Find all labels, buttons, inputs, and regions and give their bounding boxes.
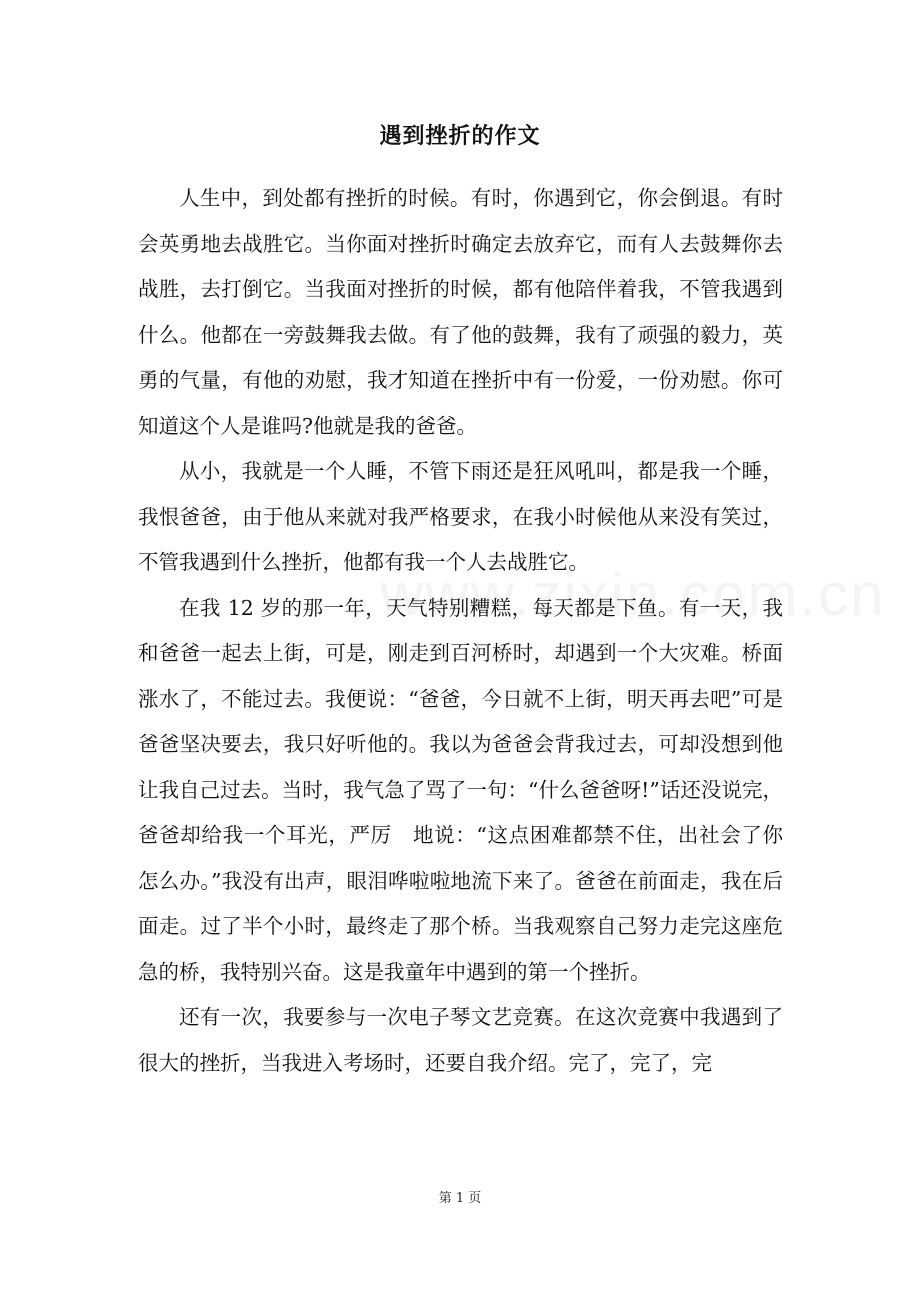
document-body [138, 176, 783, 1086]
paragraph: 在我 12 岁的那一年，天气特别糟糕，每天都是下鱼。有一天，我和爸爸一起去上街，可是，刚走到百河桥时，却遇到一个大灾难。桥面涨水了，不能过去。我便说：“爸爸，今日就不上街，明天再去吧”可是爸爸坚决要去，我只好听他的。我以为爸爸会背我过去，可却没想到他让我自己过去。当时，我气急了骂了一句：“什么爸爸呀!”话还没说完，爸爸却给我一个耳光，严厉 地说：“这点困难都禁不住，出社会了你怎么办。”我没有出声，眼泪哗啦啦地流下来了。爸爸在前面走，我在后面走。过了半个小时，最终走了那个桥。当我观察自己努力走完这座危急的桥，我特别兴奋。这是我童年中遇到的第一个挫折。 [138, 595, 783, 984]
document-title: 遇到挫折的作文 [379, 123, 541, 149]
paragraph: 还有一次，我要参与一次电子琴文艺竞赛。在这次竞赛中我遇到了很大的挫折，当我进入考场时，还要自我介绍。完了，完了，完 [138, 1005, 783, 1075]
paragraph: 从小，我就是一个人睡，不管下雨还是狂风吼叫，都是我一个睡，我恨爸爸，由于他从来就对我严格要求，在我小时候他从来没有笑过，不管我遇到什么挫折，他都有我一个人去战胜它。 [138, 459, 783, 574]
paragraph: 人生中，到处都有挫折的时候。有时，你遇到它，你会倒退。有时会英勇地去战胜它。当你面对挫折时确定去放弃它，而有人去鼓舞你去战胜，去打倒它。当我面对挫折的时候，都有他陪伴着我，不管我遇到什么。他都在一旁鼓舞我去做。有了他的鼓舞，我有了顽强的毅力，英勇的气量，有他的劝慰，我才知道在挫折中有一份爱，一份劝慰。你可知道这个人是谁吗?他就是我的爸爸。 [138, 186, 783, 438]
page-number: 第 1 页 [438, 1191, 482, 1206]
